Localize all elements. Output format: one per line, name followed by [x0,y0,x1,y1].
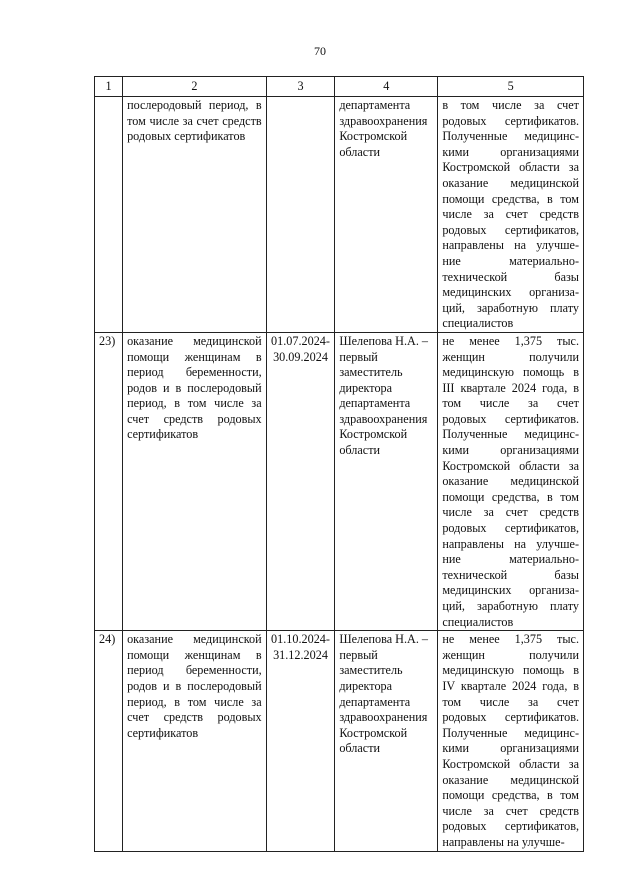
column-header: 4 [335,77,438,97]
activity-cell: послеродовый период, в том числе за счет средств родовых сертификатов [123,97,267,333]
column-header: 1 [95,77,123,97]
activity-cell: оказание медицинской помощи женщинам в период беременности, родов и в послеродовый период, в том числе за счет средств родовых сертификатов [123,332,267,630]
dates-cell [266,97,335,333]
responsible-cell: Шелепова Н.А. – первый заместитель директора департамента здравоохранения Костромской области [335,631,438,851]
table-header-row [95,77,584,97]
plan-table [94,76,584,852]
dates-cell: 01.10.2024-31.12.2024 [266,631,335,851]
column-header: 2 [123,77,267,97]
row-number: 24) [95,631,123,851]
table-row [95,97,584,333]
row-number [95,97,123,333]
result-cell: в том числе за счет родовых сертификатов. Полученные медицинскими организациями Костромской области за оказание медицинской помощи средства, в том числе за счет средств родовых сертификатов, направлены на улучшение материально-технической базы медицинских организаций, заработную плату специалистов [438,97,584,333]
column-header: 3 [266,77,335,97]
activity-cell: оказание медицинской помощи женщинам в период беременности, родов и в послеродовый период, в том числе за счет средств родовых сертификатов [123,631,267,851]
responsible-cell: Шелепова Н.А. – первый заместитель директора департамента здравоохранения Костромской области [335,332,438,630]
result-cell: не менее 1,375 тыс. женщин получили медицинскую помощь в III квартале 2024 года, в том числе за счет родовых сертификатов. Полученные медицинскими организациями Костромской области за оказание медицинской помощи средства, в том числе за счет средств родовых сертификатов, направлены на улучшение материально-технической базы медицинских организаций, заработную плату специалистов [438,332,584,630]
responsible-cell: департамента здравоохранения Костромской области [335,97,438,333]
table-row [95,631,584,851]
result-cell: не менее 1,375 тыс. женщин получили медицинскую помощь в IV квартале 2024 года, в том числе за счет родовых сертификатов. Полученные медицинскими организациями Костромской области за оказание медицинской помощи средства, в том числе за счет средств родовых сертификатов, направлены на улучше- [438,631,584,851]
column-header: 5 [438,77,584,97]
dates-cell: 01.07.2024-30.09.2024 [266,332,335,630]
table-row [95,332,584,630]
row-number: 23) [95,332,123,630]
page-number: 70 [314,44,326,58]
